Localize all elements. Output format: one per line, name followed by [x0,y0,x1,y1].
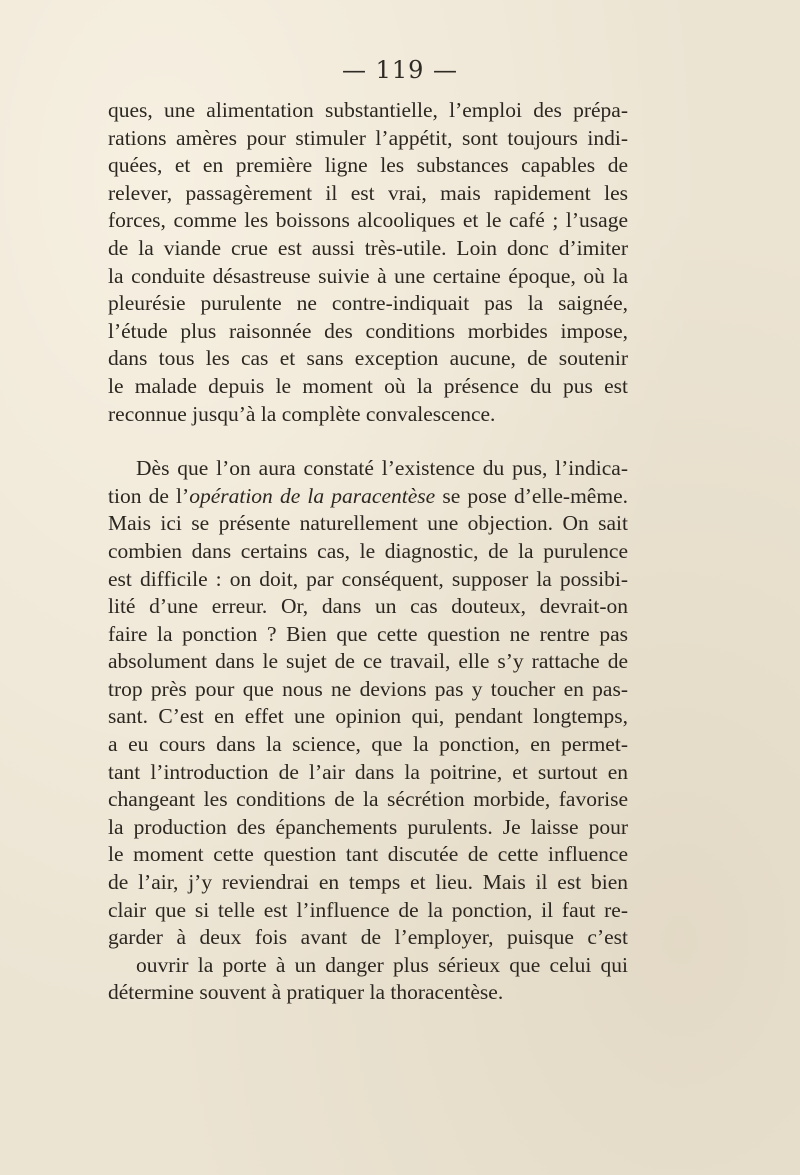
text-line: Dès que l’on aura constaté l’existence du pus, l’indica- [136,456,628,481]
text-line: garder à deux fois avant de l’employer, puisque c’est [108,925,628,950]
text-line: la production des épanchements purulents. Je laisse pour [108,814,628,839]
text-line: faire la ponction ? Bien que cette question ne rentre pas [108,621,628,646]
text-line: clair que si telle est l’influence de la ponction, il faut re- [108,897,628,922]
text-line-with-italic [108,483,628,511]
italic-term: opération de la paracentèse [189,483,436,508]
text-line: le malade depuis le moment où la présence du pus est [108,373,628,398]
text-line: de la viande crue est aussi très-utile. Loin donc d’imiter [108,235,628,260]
text-line: le moment cette question tant discutée de cette influence [108,842,628,867]
text-line: quées, et en première ligne les substances capables de [108,153,628,178]
text-line: a eu cours dans la science, que la ponction, en permet- [108,732,628,757]
text-run: se pose d’elle-même. [435,483,628,508]
text-line: détermine souvent à pratiquer la thoracentèse. [108,980,504,1005]
text-line: pleurésie purulente ne contre-indiquait pas la saignée, [108,291,628,316]
text-line: la conduite désastreuse suivie à une certaine époque, où la [108,263,628,288]
page-number: — 119 — [341,56,459,84]
text-line: sant. C’est en effet une opinion qui, pendant longtemps, [108,704,628,729]
text-line: trop près pour que nous ne devions pas y toucher en pas- [108,676,628,701]
text-line: lité d’une erreur. Or, dans un cas douteux, devrait-on [108,594,628,619]
text-line: dans tous les cas et sans exception aucune, de soutenir [108,346,628,371]
text-line: reconnue jusqu’à la complète convalescence. [108,401,496,426]
text-line: est difficile : on doit, par conséquent, supposer la possibi- [108,566,628,591]
text-line: relever, passagèrement il est vrai, mais rapidement les [108,180,628,205]
text-line: absolument dans le sujet de ce travail, elle s’y rattache de [108,649,628,674]
paragraph-2 [108,455,628,1007]
text-line: forces, comme les boissons alcooliques et le café ; l’usage [108,208,628,233]
paragraph-1 [108,97,628,428]
text-run: tion de l’ [108,483,190,508]
body-text [108,97,628,1007]
text-line: Mais ici se présente naturellement une objection. On sait [108,511,628,536]
text-line: ques, une alimentation substantielle, l’emploi des prépa- [108,98,628,122]
text-line: changeant les conditions de la sécrétion morbide, favorise [108,787,628,812]
text-line: combien dans certains cas, le diagnostic, de la purulence [108,538,628,563]
text-line: tant l’introduction de l’air dans la poitrine, et surtout en [108,759,628,784]
paragraph-gap [108,428,628,455]
text-line: ouvrir la porte à un danger plus sérieux que celui qui [136,952,628,977]
text-line: de l’air, j’y reviendrai en temps et lieu. Mais il est bien [108,870,628,895]
text-line: l’étude plus raisonnée des conditions morbides impose, [108,318,628,343]
text-line: rations amères pour stimuler l’appétit, sont toujours indi- [108,125,628,150]
